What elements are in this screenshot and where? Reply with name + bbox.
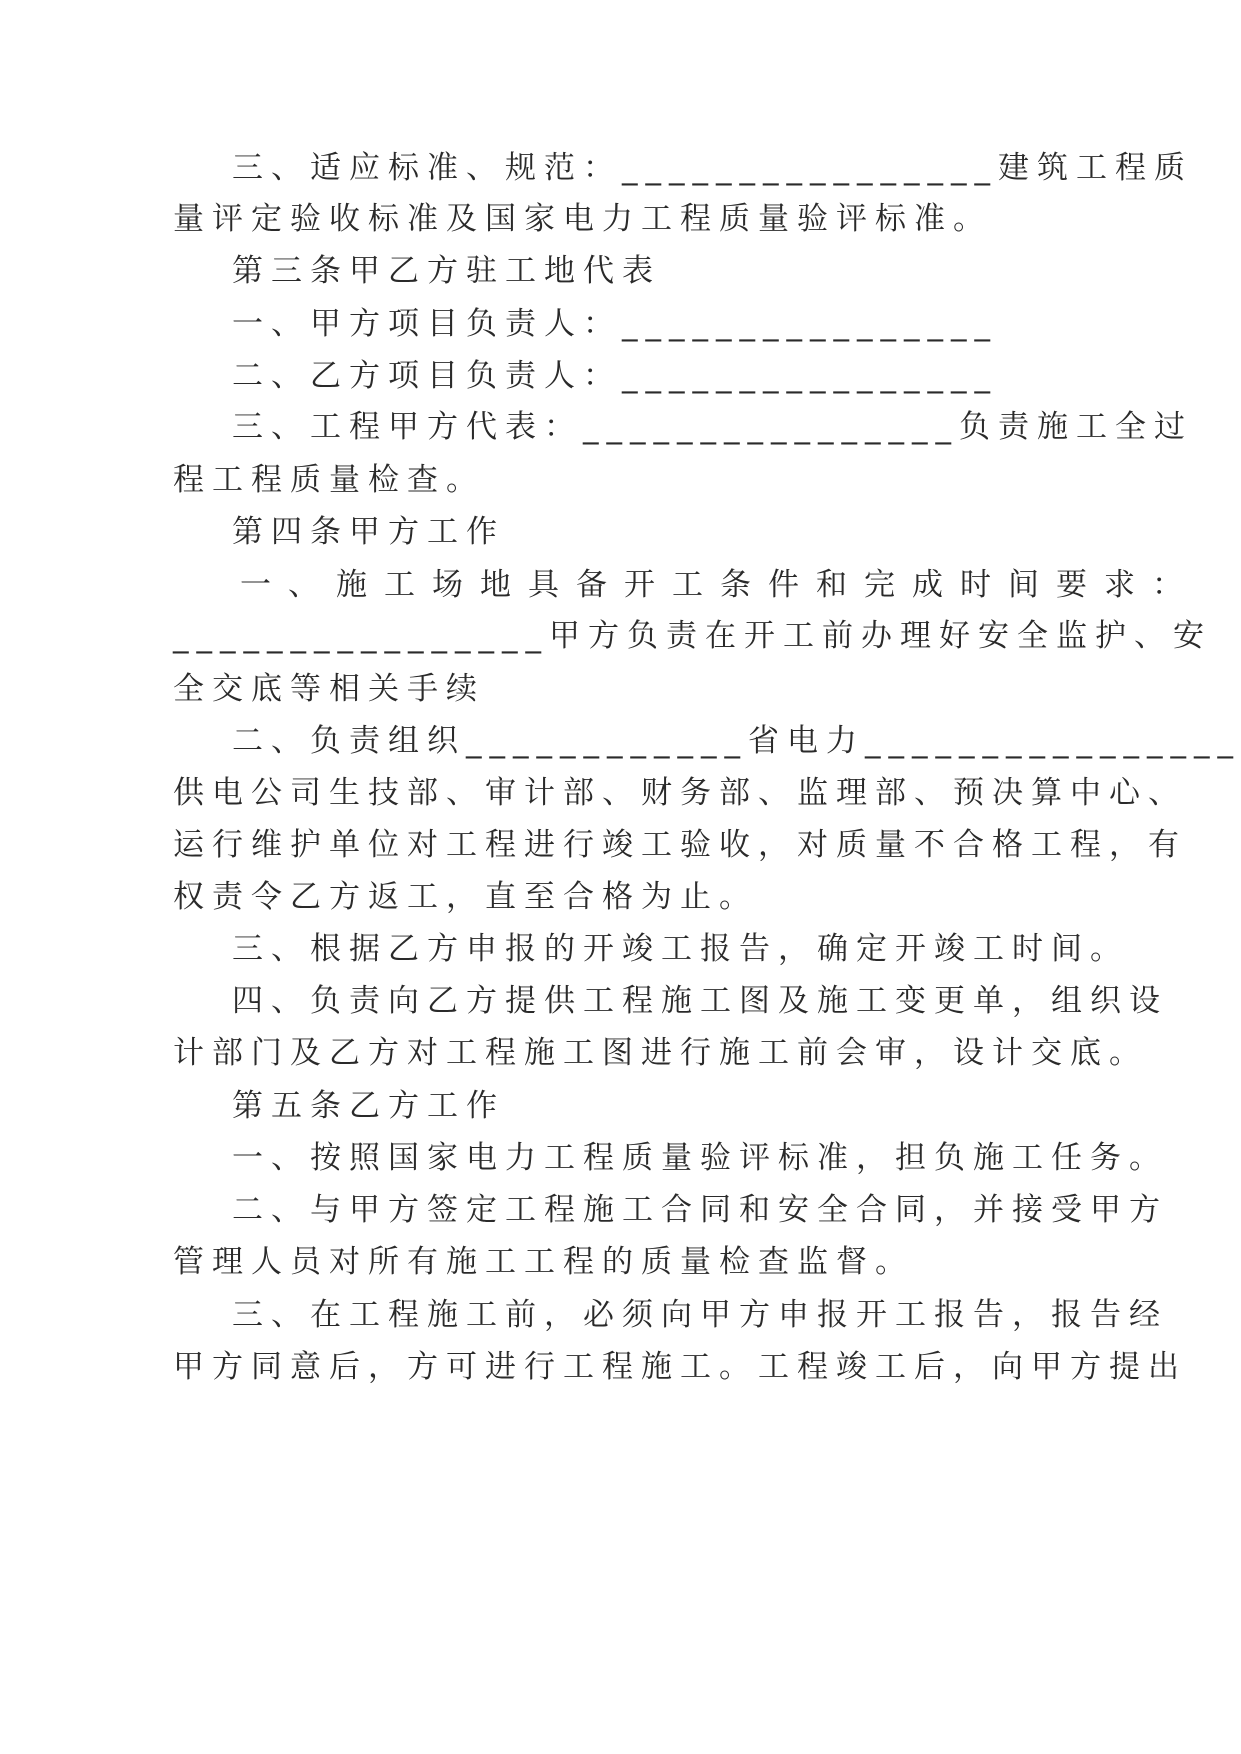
- text-line: 二、乙方项目负责人：________________: [232, 358, 998, 394]
- text-line: 三、工程甲方代表：________________负责施工全过: [232, 409, 1193, 445]
- text-line: 管理人员对所有施工工程的质量检查监督。: [173, 1244, 914, 1280]
- text-line: 一、甲方项目负责人：________________: [232, 306, 998, 342]
- section-heading: 第四条甲方工作: [232, 514, 505, 550]
- section-heading: 第五条乙方工作: [232, 1088, 505, 1124]
- text-line: 一、施工场地具备开工条件和完成时间要求：: [240, 567, 1200, 603]
- text-line: 三、在工程施工前，必须向甲方申报开工报告，报告经: [232, 1297, 1168, 1333]
- text-line: 计部门及乙方对工程施工图进行施工前会审，设计交底。: [173, 1035, 1148, 1071]
- text-line: 四、负责向乙方提供工程施工图及施工变更单，组织设: [232, 983, 1168, 1019]
- text-line: 程工程质量检查。: [173, 462, 485, 498]
- text-line: 甲方同意后，方可进行工程施工。工程竣工后，向甲方提出: [173, 1349, 1187, 1385]
- text-line: 权责令乙方返工，直至合格为止。: [173, 879, 758, 915]
- text-line: 供电公司生技部、审计部、财务部、监理部、预决算中心、: [173, 775, 1187, 811]
- section-heading: 第三条甲乙方驻工地代表: [232, 253, 661, 289]
- text-line: 三、适应标准、规范：________________建筑工程质: [232, 150, 1193, 186]
- text-line: ________________甲方负责在开工前办理好安全监护、安: [173, 618, 1212, 654]
- text-line: 一、按照国家电力工程质量验评标准，担负施工任务。: [232, 1140, 1168, 1176]
- text-line: 量评定验收标准及国家电力工程质量验评标准。: [173, 201, 992, 237]
- text-line: 二、与甲方签定工程施工合同和安全合同，并接受甲方: [232, 1192, 1168, 1228]
- text-line: 三、根据乙方申报的开竣工报告，确定开竣工时间。: [232, 931, 1129, 967]
- text-line: 二、负责组织____________省电力________________: [232, 723, 1241, 759]
- text-line: 全交底等相关手续: [173, 671, 485, 707]
- text-line: 运行维护单位对工程进行竣工验收，对质量不合格工程，有: [173, 827, 1187, 863]
